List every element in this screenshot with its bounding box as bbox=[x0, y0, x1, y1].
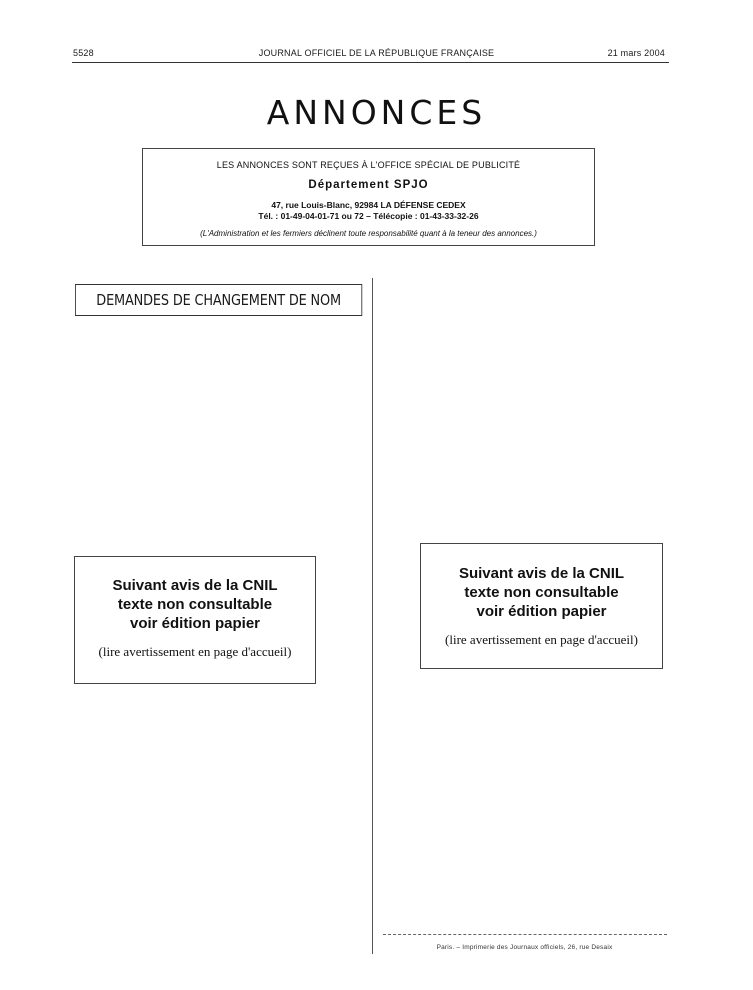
notice-line-warning: (lire avertissement en page d'accueil) bbox=[445, 632, 638, 647]
notice-line-warning: (lire avertissement en page d'accueil) bbox=[98, 644, 292, 659]
page-number: 5528 bbox=[73, 48, 94, 58]
issue-date: 21 mars 2004 bbox=[607, 48, 665, 58]
cnil-notice-right bbox=[420, 543, 663, 669]
info-line-address: 47, rue Louis-Blanc, 92984 LA DÉFENSE CEDEX bbox=[271, 200, 466, 210]
notice-line-not-available: texte non consultable bbox=[464, 584, 619, 601]
notice-line-cnil: Suivant avis de la CNIL bbox=[458, 565, 625, 582]
column-divider bbox=[372, 278, 373, 954]
notice-line-not-available: texte non consultable bbox=[117, 596, 273, 613]
notice-line-see-paper: voir édition papier bbox=[476, 603, 607, 620]
section-heading: DEMANDES DE CHANGEMENT DE NOM bbox=[75, 284, 362, 316]
notice-line-cnil: Suivant avis de la CNIL bbox=[112, 577, 278, 594]
notice-line-see-paper: voir édition papier bbox=[129, 615, 261, 632]
info-line-department: Département SPJO bbox=[308, 179, 429, 191]
cnil-notice-left bbox=[74, 556, 316, 684]
journal-title: JOURNAL OFFICIEL DE LA RÉPUBLIQUE FRANÇAISE bbox=[258, 48, 495, 58]
page-title: ANNONCES bbox=[266, 93, 487, 132]
info-line-disclaimer: (L'Administration et les fermiers déclinent toute responsabilité quant à la teneur des annonces.) bbox=[200, 229, 537, 238]
announcement-info-box bbox=[142, 148, 595, 246]
printer-imprint: Paris. – Imprimerie des Journaux officiels, 26, rue Desaix bbox=[436, 944, 613, 951]
info-line-office: LES ANNONCES SONT REÇUES À L'OFFICE SPÉCIAL DE PUBLICITÉ bbox=[216, 160, 521, 170]
info-line-phone: Tél. : 01-49-04-01-71 ou 72 – Télécopie : 01-43-33-32-26 bbox=[258, 211, 479, 221]
header-rule bbox=[72, 62, 669, 63]
footer-rule bbox=[383, 934, 667, 935]
